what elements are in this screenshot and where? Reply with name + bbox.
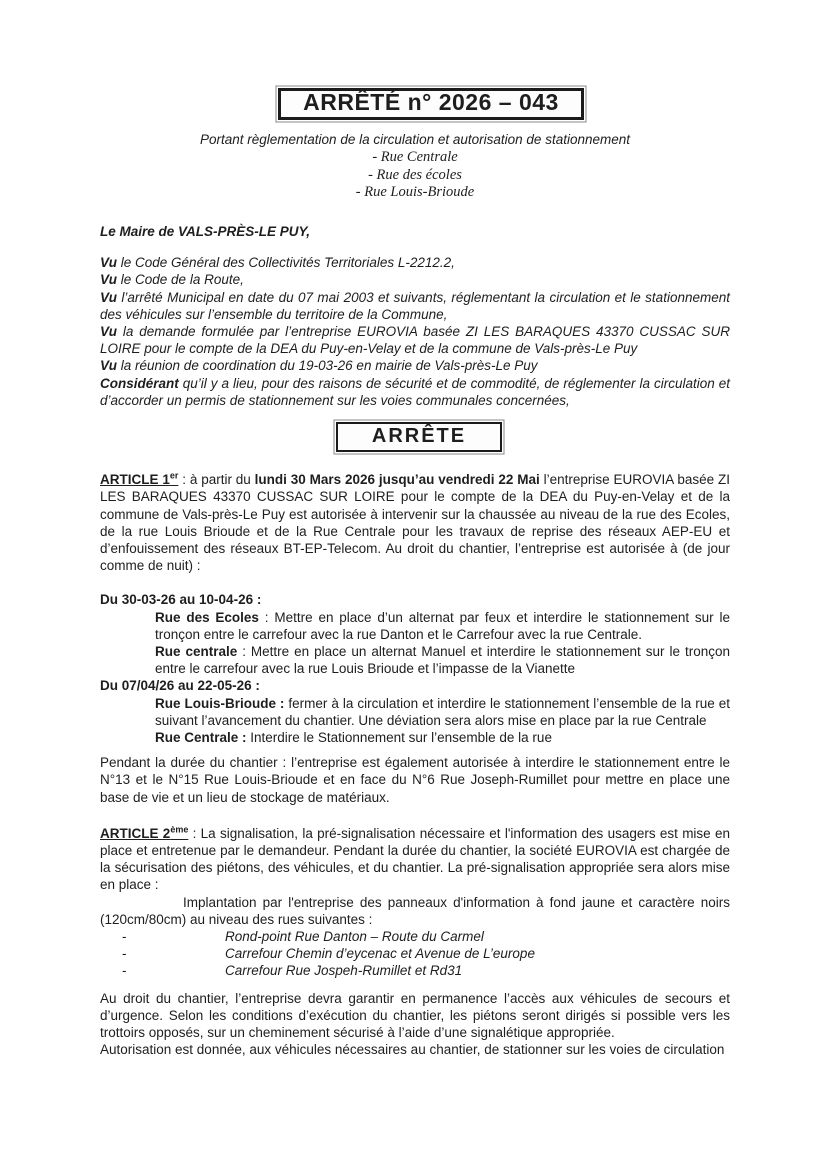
vu-keyword: Vu bbox=[100, 289, 118, 305]
rule-text: : Mettre en place d’un alternat par feux et interdire le stationnement sur le tronçon entre le carrefour avec la rue Danton et le Carrefour avec la rue Centrale. bbox=[155, 609, 730, 642]
considerant-text: qu’il y a lieu, pour des raisons de sécurité et de commodité, de réglementer la circulation et d’accorder un permis de stationnement sur les voies communales concernées, bbox=[100, 375, 730, 408]
closing-paragraph-authorization: Autorisation est donnée, aux véhicules nécessaires au chantier, de stationner sur les voies de circulation bbox=[100, 1042, 725, 1058]
considerant-keyword: Considérant bbox=[100, 375, 179, 391]
location-item bbox=[100, 945, 730, 962]
vu-paragraph bbox=[100, 289, 730, 323]
vu-paragraph bbox=[100, 323, 730, 357]
mayor-salutation: Le Maire de VALS-PRÈS-LE PUY, bbox=[100, 223, 311, 239]
vu-keyword: Vu bbox=[100, 358, 118, 374]
implantation-paragraph: Implantation par l'entreprise des panneaux d'information à fond jaune et caractère noirs (120cm/80cm) au niveau des rues suivantes : bbox=[100, 894, 730, 927]
vu-paragraph bbox=[100, 357, 730, 374]
rule-text: Interdire le Stationnement sur l’ensemble de la rue bbox=[246, 729, 552, 745]
vu-text: le Code Général des Collectivités Territoriales L-2212.2, bbox=[117, 255, 455, 271]
vu-text: la demande formulée par l’entreprise EUROVIA basée ZI LES BARAQUES 43370 CUSSAC SUR LOIRE pour le compte de la DEA du Puy-en-Velay et de la commune de Vals-près-Le Puy bbox=[100, 323, 730, 357]
arrete-heading-box bbox=[336, 422, 502, 452]
arrete-number-title: ARRÊTÉ n° 2026 – 043 bbox=[303, 89, 559, 115]
vu-text: l’arrêté Municipal en date du 07 mai 2003 et suivants, réglementant la circulation et le stationnement des véhicules sur l’ensemble du territoire de la Commune, bbox=[100, 289, 730, 322]
signage-location-list bbox=[100, 928, 730, 980]
vu-keyword: Vu bbox=[100, 255, 118, 271]
chantier-note: Pendant la durée du chantier : l’entreprise est également autorisée à interdire le stationnement entre le N°13 et le N°15 Rue Louis-Brioude et en face du N°6 Rue Joseph-Rumillet pour mettre en place une base de vie et un lieu de stockage de matériaux. bbox=[100, 755, 730, 805]
article-2-ordinal-suffix: ème bbox=[170, 824, 189, 835]
article-1-ordinal-suffix: er bbox=[169, 470, 179, 481]
street-list bbox=[100, 149, 730, 202]
vu-text: le Code de la Route, bbox=[117, 272, 244, 288]
vu-paragraph bbox=[100, 271, 730, 288]
location-item bbox=[100, 962, 730, 979]
considerant-paragraph bbox=[100, 375, 730, 409]
article-1-label: ARTICLE 1er bbox=[100, 470, 179, 488]
list-dash: - bbox=[122, 946, 127, 962]
location-text: Carrefour Chemin d’eycenac et Avenue de L’europe bbox=[225, 946, 535, 962]
period-2-dates: Du 07/04/26 au 22-05-26 : bbox=[100, 678, 260, 694]
vu-text: la réunion de coordination du 19-03-26 en mairie de Vals-près-Le Puy bbox=[117, 358, 538, 374]
arrete-number-box bbox=[278, 88, 584, 120]
rule-street-name: Rue des Ecoles bbox=[155, 609, 259, 625]
street-line: - Rue des écoles bbox=[368, 166, 462, 183]
schedule-rule bbox=[155, 695, 730, 729]
article-1-separator: : à partir du bbox=[178, 472, 255, 488]
article-2-label: ARTICLE 2ème bbox=[100, 824, 189, 841]
street-line: - Rue Centrale bbox=[372, 149, 458, 166]
location-text: Rond-point Rue Danton – Route du Carmel bbox=[225, 929, 484, 945]
article-2-paragraph bbox=[100, 825, 730, 894]
vu-keyword: Vu bbox=[100, 272, 118, 288]
closing-paragraph-access: Au droit du chantier, l’entreprise devra garantir en permanence l’accès aux véhicules de secours et d’urgence. Selon les conditions d’exécution du chantier, les piétons seront dirigés si possible vers les trottoirs opposés, sur un cheminement sécurisé à l’aide d’une signalétique appropriée. bbox=[100, 990, 730, 1041]
arrete-heading: ARRÊTE bbox=[371, 424, 467, 447]
article-1-dates: lundi 30 Mars 2026 jusqu’au vendredi 22 Mai bbox=[254, 472, 540, 488]
schedule-rule bbox=[155, 643, 730, 677]
article-1-paragraph bbox=[100, 471, 730, 574]
vu-keyword: Vu bbox=[100, 323, 118, 339]
period-1-dates: Du 30-03-26 au 10-04-26 : bbox=[100, 592, 262, 608]
street-line: - Rue Louis-Brioude bbox=[355, 184, 475, 201]
work-schedule bbox=[100, 591, 730, 746]
article-1-text: l’entreprise EUROVIA basée ZI LES BARAQUES 43370 CUSSAC SUR LOIRE pour le compte de la DEA du Puy-en-Velay et de la commune de Vals-près-Le Puy est autorisée à intervenir sur la chaussée au niveau de la rue des Ecoles, de la rue Louis Brioude et de la Rue Centrale pour les travaux de reprise des réseaux AEP-EU et d’enfouissement des réseaux BT-EP-Telecom. Au droit du chantier, l’entreprise est autorisée à (de jour comme de nuit) : bbox=[100, 472, 730, 574]
rule-text: : Mettre en place un alternat Manuel et interdire le stationnement sur le tronçon entre le carrefour avec la rue Louis Brioude et l’impasse de la Vianette bbox=[155, 643, 730, 677]
rule-text: fermer à la circulation et interdire le stationnement l’ensemble de la rue et suivant l’avancement du chantier. Une déviation sera alors mise en place par la rue Centrale bbox=[155, 695, 730, 728]
document-subtitle: Portant règlementation de la circulation et autorisation de stationnement bbox=[199, 132, 630, 148]
list-dash: - bbox=[122, 963, 127, 979]
rule-street-name: Rue Centrale : bbox=[155, 729, 247, 745]
preamble bbox=[100, 254, 730, 409]
list-dash: - bbox=[122, 929, 127, 945]
rule-street-name: Rue Louis-Brioude : bbox=[155, 695, 285, 711]
location-item bbox=[100, 928, 730, 945]
location-text: Carrefour Rue Jospeh-Rumillet et Rd31 bbox=[225, 963, 463, 979]
vu-paragraph bbox=[100, 254, 730, 271]
schedule-rule bbox=[155, 609, 730, 643]
schedule-rule bbox=[155, 729, 730, 746]
rule-street-name: Rue centrale bbox=[155, 643, 238, 659]
article-2-text: : La signalisation, la pré-signalisation nécessaire et l'information des usagers est mise en place et entretenue par le demandeur. Pendant la durée du chantier, la société EUROVIA est chargée de la sécurisation des piétons, des véhicules, et du chantier. La pré-signalisation appropriée sera alors mise en place : bbox=[100, 825, 731, 893]
